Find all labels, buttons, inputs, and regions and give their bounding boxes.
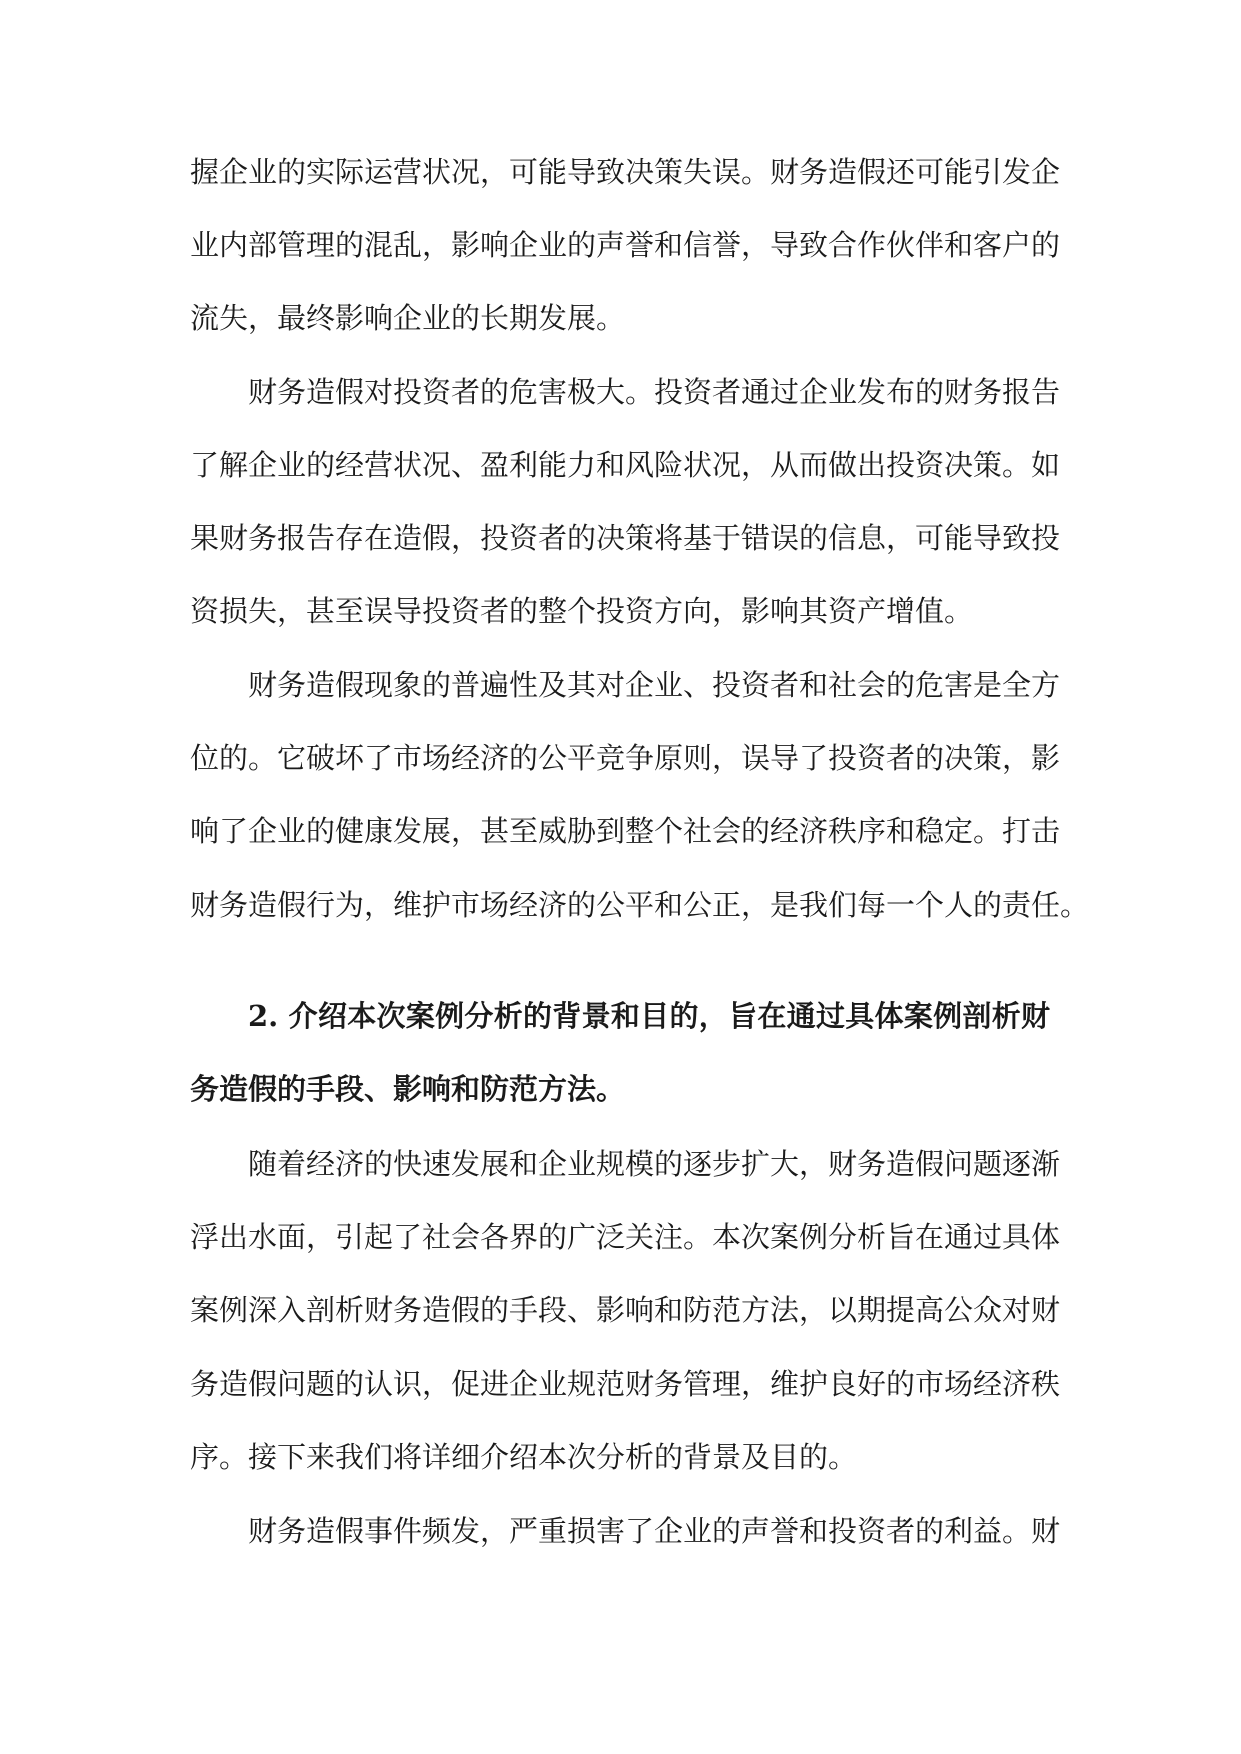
paragraph-line: 随着经济的快速发展和企业规模的逐步扩大，财务造假问题逐渐 [248,1147,1061,1181]
paragraph-line: 浮出水面，引起了社会各界的广泛关注。本次案例分析旨在通过具体 [190,1220,1061,1254]
paragraph-line: 位的。它破坏了市场经济的公平竞争原则，误导了投资者的决策，影 [190,741,1061,775]
section-heading: 2. 介绍本次案例分析的背景和目的，旨在通过具体案例剖析财 [248,999,1050,1033]
paragraph-line: 序。接下来我们将详细介绍本次分析的背景及目的。 [190,1440,858,1474]
paragraph-line: 响了企业的健康发展，甚至威胁到整个社会的经济秩序和稳定。打击 [190,814,1061,848]
paragraph-line: 财务造假对投资者的危害极大。投资者通过企业发布的财务报告 [248,375,1061,409]
paragraph-line: 财务造假事件频发，严重损害了企业的声誉和投资者的利益。财 [248,1514,1061,1548]
paragraph-line: 业内部管理的混乱，影响企业的声誉和信誉，导致合作伙伴和客户的 [190,228,1061,262]
paragraph-line: 务造假问题的认识，促进企业规范财务管理，维护良好的市场经济秩 [190,1367,1061,1401]
paragraph-line: 财务造假行为，维护市场经济的公平和公正，是我们每一个人的责任。 [190,888,1090,922]
paragraph-line: 财务造假现象的普遍性及其对企业、投资者和社会的危害是全方 [248,668,1061,702]
section-heading: 务造假的手段、影响和防范方法。 [190,1072,626,1106]
paragraph-line: 流失，最终影响企业的长期发展。 [190,301,626,335]
paragraph-line: 了解企业的经营状况、盈利能力和风险状况，从而做出投资决策。如 [190,448,1061,482]
paragraph-line: 案例深入剖析财务造假的手段、影响和防范方法，以期提高公众对财 [190,1293,1061,1327]
paragraph-line: 果财务报告存在造假，投资者的决策将基于错误的信息，可能导致投 [190,521,1061,555]
paragraph-line: 握企业的实际运营状况，可能导致决策失误。财务造假还可能引发企 [190,155,1061,189]
paragraph-line: 资损失，甚至误导投资者的整个投资方向，影响其资产增值。 [190,594,974,628]
